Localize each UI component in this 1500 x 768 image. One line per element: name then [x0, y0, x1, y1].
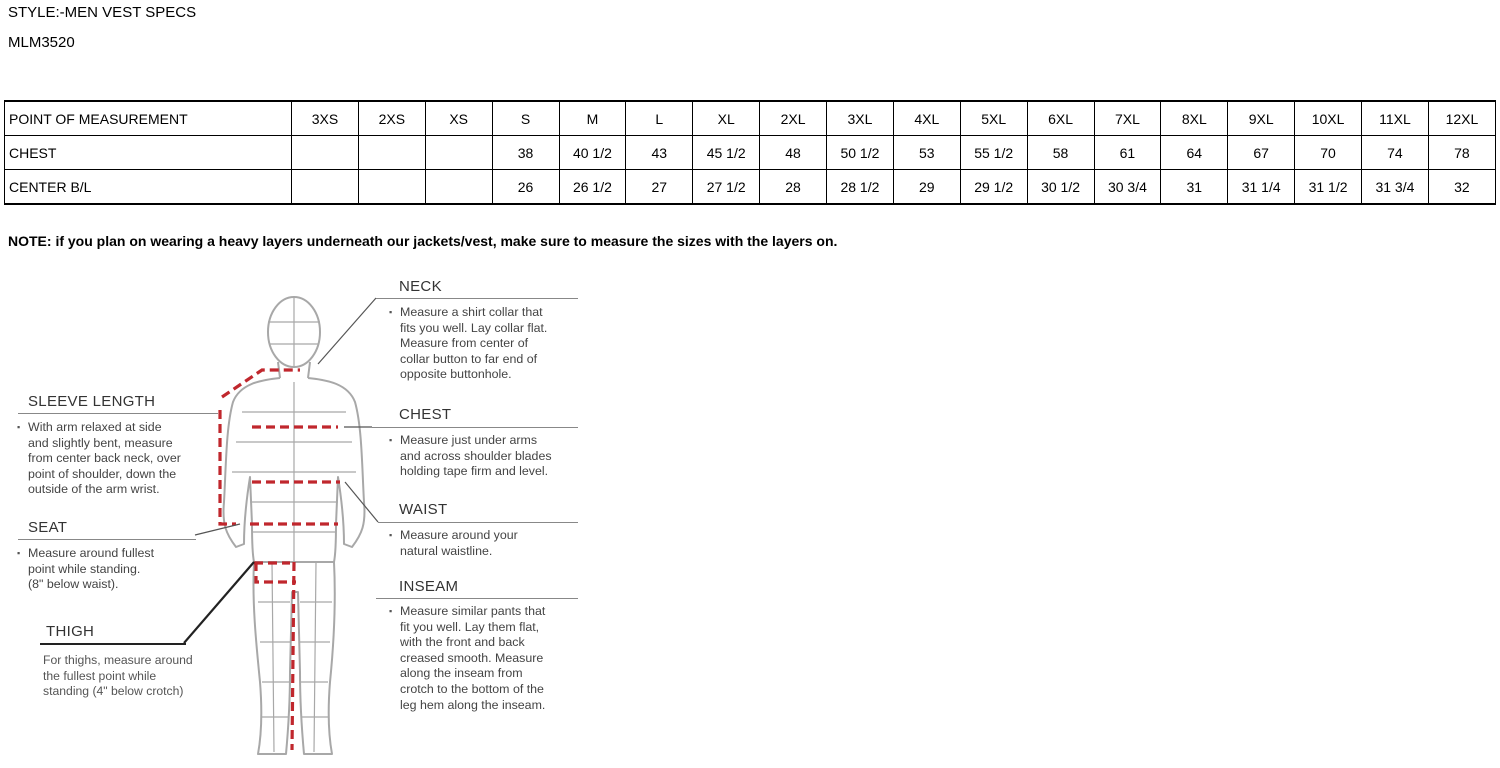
sleeve-rule — [18, 413, 218, 414]
size-header-l: L — [626, 101, 693, 136]
table-cell: 31 1/2 — [1295, 170, 1362, 205]
table-cell: 30 3/4 — [1094, 170, 1161, 205]
table-row — [5, 170, 1496, 205]
table-cell: 30 1/2 — [1027, 170, 1094, 205]
table-cell — [292, 136, 359, 170]
table-cell: 58 — [1027, 136, 1094, 170]
size-header-2xl: 2XL — [760, 101, 827, 136]
size-header-4xl: 4XL — [893, 101, 960, 136]
table-cell: 27 1/2 — [693, 170, 760, 205]
size-header-12xl: 12XL — [1428, 101, 1495, 136]
thigh-instructions: For thighs, measure around the fullest point while standing (4" below crotch) — [43, 653, 193, 699]
chest-title: CHEST — [399, 406, 452, 423]
table-cell: 31 3/4 — [1362, 170, 1429, 205]
table-cell — [358, 170, 425, 205]
size-header-s: S — [492, 101, 559, 136]
neck-instructions: ▪ Measure a shirt collar that fits you well. Lay collar flat. Measure from center of collar button to far end of opposite buttonhole. — [400, 305, 547, 383]
size-header-7xl: 7XL — [1094, 101, 1161, 136]
size-header-10xl: 10XL — [1295, 101, 1362, 136]
size-header-3xs: 3XS — [292, 101, 359, 136]
table-cell: 29 1/2 — [960, 170, 1027, 205]
size-header-xs: XS — [425, 101, 492, 136]
size-header-9xl: 9XL — [1228, 101, 1295, 136]
sleeve-length-title: SLEEVE LENGTH — [28, 393, 156, 410]
size-header-6xl: 6XL — [1027, 101, 1094, 136]
table-cell: 31 1/4 — [1228, 170, 1295, 205]
sleeve-length-instructions: ▪ With arm relaxed at side and slightly bent, measure from center back neck, over point of shoulder, down the outside of the arm wrist. — [28, 420, 181, 498]
row-label: CHEST — [5, 136, 292, 170]
table-row — [5, 136, 1496, 170]
table-cell: 67 — [1228, 136, 1295, 170]
size-header-11xl: 11XL — [1362, 101, 1429, 136]
row-label: CENTER B/L — [5, 170, 292, 205]
table-cell: 43 — [626, 136, 693, 170]
neck-rule — [376, 298, 578, 299]
table-cell — [425, 136, 492, 170]
size-header-2xs: 2XS — [358, 101, 425, 136]
table-cell: 70 — [1295, 136, 1362, 170]
table-cell: 26 1/2 — [559, 170, 626, 205]
size-spec-table — [4, 100, 1496, 205]
table-cell: 74 — [1362, 136, 1429, 170]
neck-title: NECK — [399, 278, 442, 295]
size-header-8xl: 8XL — [1161, 101, 1228, 136]
inseam-title: INSEAM — [399, 578, 459, 595]
table-cell: 29 — [893, 170, 960, 205]
table-cell: 28 — [760, 170, 827, 205]
table-cell: 45 1/2 — [693, 136, 760, 170]
table-cell — [425, 170, 492, 205]
inseam-rule — [376, 598, 578, 599]
seat-rule — [18, 539, 196, 540]
table-header-row — [5, 101, 1496, 136]
chest-rule — [372, 427, 578, 428]
seat-title: SEAT — [28, 519, 68, 536]
table-cell: 27 — [626, 170, 693, 205]
waist-title: WAIST — [399, 501, 448, 518]
seat-instructions: ▪ Measure around fullest point while standing. (8" below waist). — [28, 546, 154, 593]
table-cell: 50 1/2 — [827, 136, 894, 170]
table-cell: 26 — [492, 170, 559, 205]
table-cell: 53 — [893, 136, 960, 170]
size-header-5xl: 5XL — [960, 101, 1027, 136]
size-header-m: M — [559, 101, 626, 136]
table-cell — [292, 170, 359, 205]
size-header-3xl: 3XL — [827, 101, 894, 136]
waist-instructions: ▪ Measure around your natural waistline. — [400, 528, 518, 559]
table-cell: 48 — [760, 136, 827, 170]
table-cell: 55 1/2 — [960, 136, 1027, 170]
size-header-xl: XL — [693, 101, 760, 136]
table-cell — [358, 136, 425, 170]
layering-note: NOTE: if you plan on wearing a heavy layers underneath our jackets/vest, make sure to measure the sizes with the layers on. — [8, 233, 838, 249]
table-cell: 38 — [492, 136, 559, 170]
table-cell: 28 1/2 — [827, 170, 894, 205]
table-cell: 78 — [1428, 136, 1495, 170]
table-cell: 61 — [1094, 136, 1161, 170]
measurement-guide — [0, 262, 600, 768]
table-cell: 32 — [1428, 170, 1495, 205]
table-cell: 40 1/2 — [559, 136, 626, 170]
thigh-rule — [40, 643, 186, 645]
table-cell: 31 — [1161, 170, 1228, 205]
inseam-instructions: ▪ Measure similar pants that fit you well. Lay them flat, with the front and back creased smooth. Measure along the inseam from crotch to the bottom of the leg hem along the inseam. — [400, 604, 545, 713]
style-code: MLM3520 — [8, 34, 75, 51]
thigh-title: THIGH — [46, 623, 95, 640]
table-cell: 64 — [1161, 136, 1228, 170]
style-title: STYLE:-MEN VEST SPECS — [8, 4, 197, 21]
waist-rule — [378, 522, 578, 523]
point-of-measurement-header: POINT OF MEASUREMENT — [5, 101, 292, 136]
chest-instructions: ▪ Measure just under arms and across shoulder blades holding tape firm and level. — [400, 433, 552, 480]
